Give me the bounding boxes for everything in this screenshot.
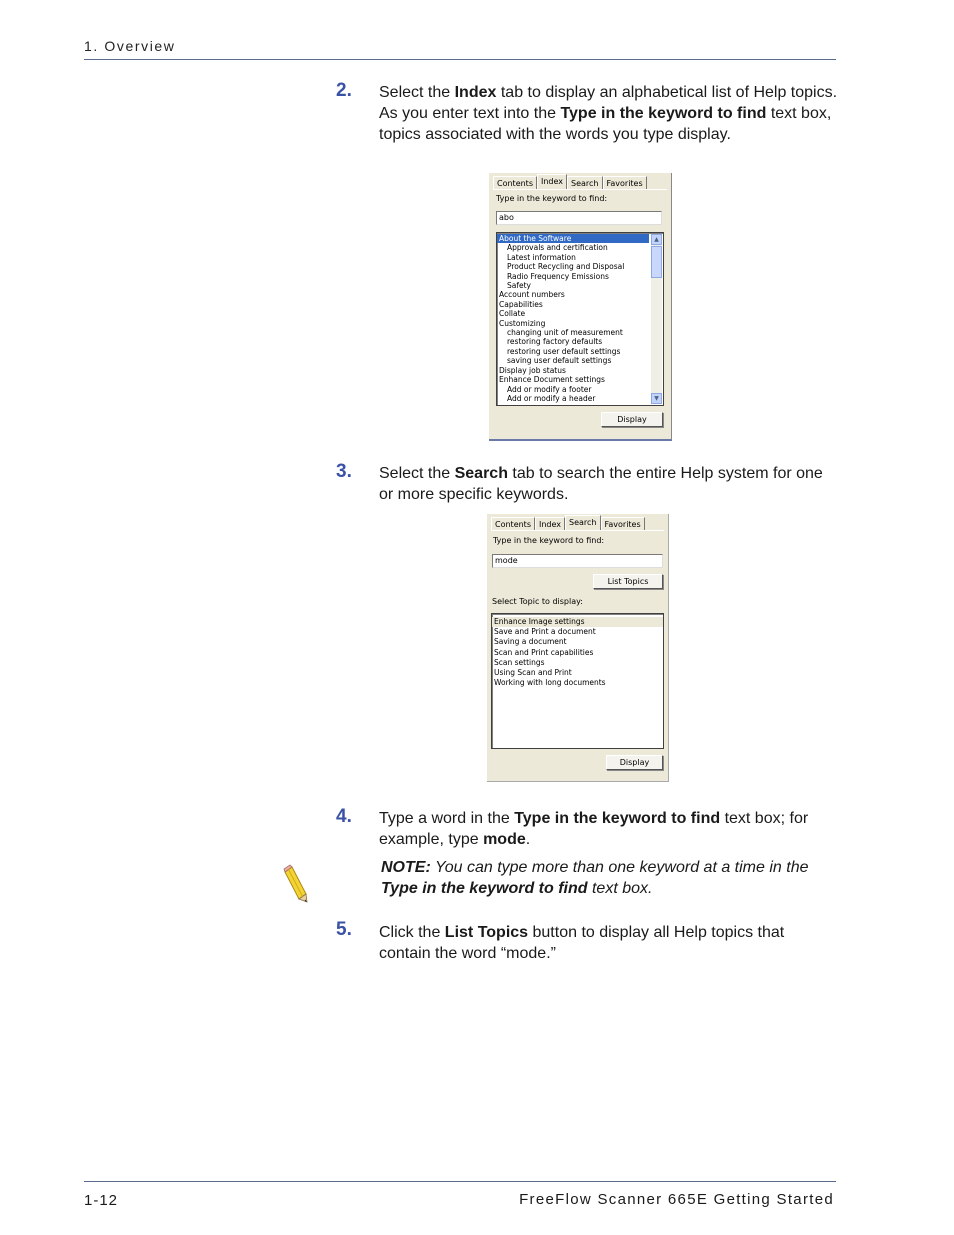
- search-keyword-input[interactable]: mode: [492, 554, 663, 568]
- step-5-number: 5.: [336, 919, 352, 940]
- search-display-button[interactable]: Display: [606, 755, 663, 770]
- index-display-button[interactable]: Display: [601, 412, 663, 427]
- index-list-item[interactable]: Capabilities: [499, 299, 543, 309]
- scroll-thumb[interactable]: [651, 246, 662, 278]
- index-list-item[interactable]: Collate: [499, 309, 526, 319]
- index-list-item[interactable]: Safety: [507, 281, 531, 291]
- index-tab-favorites[interactable]: Favorites: [603, 176, 647, 190]
- search-tab-strip: [491, 517, 645, 531]
- search-tab-screenshot: [487, 514, 669, 782]
- index-list-item[interactable]: saving user default settings: [507, 356, 612, 366]
- footer-rule: [84, 1181, 836, 1182]
- search-list-item[interactable]: Save and Print a document: [494, 627, 596, 637]
- keyword-input[interactable]: abo: [496, 211, 662, 225]
- index-tab-screenshot: [489, 173, 672, 441]
- step-3-number: 3.: [336, 461, 352, 482]
- scroll-up-icon[interactable]: ▲: [651, 234, 662, 245]
- search-tab-contents[interactable]: Contents: [491, 517, 535, 531]
- index-list-item[interactable]: Display job status: [499, 365, 566, 375]
- step-5-text: Click the List Topics button to display all Help topics that contain the word “mode.”: [379, 924, 785, 962]
- index-list-item[interactable]: restoring factory defaults: [507, 337, 603, 347]
- search-list-item[interactable]: Enhance Image settings: [492, 617, 663, 627]
- search-list-item[interactable]: Scan and Print capabilities: [494, 647, 594, 657]
- keyword-prompt: Type in the keyword to find:: [496, 194, 608, 203]
- book-title: FreeFlow Scanner 665E Getting Started: [519, 1191, 834, 1208]
- index-list-item[interactable]: Add or modify a header: [507, 393, 596, 403]
- index-list-item[interactable]: Approvals and certification: [507, 243, 608, 253]
- index-list-item[interactable]: Latest information: [507, 252, 576, 262]
- index-list-item[interactable]: restoring user default settings: [507, 346, 621, 356]
- search-tab-search[interactable]: Search: [565, 515, 600, 531]
- topic-prompt: Select Topic to display:: [492, 597, 583, 606]
- index-list-item[interactable]: Radio Frequency Emissions: [507, 271, 609, 281]
- step-2-text: Select the Index tab to display an alphabetical list of Help topics. As you enter text into the Type in the keyword to find text box, topics associated with the words you type display.: [379, 84, 838, 143]
- index-list-item[interactable]: Customizing: [499, 318, 546, 328]
- pencil-note-icon: [283, 864, 309, 904]
- index-tab-contents[interactable]: Contents: [493, 176, 537, 190]
- index-tab-strip: [493, 176, 647, 190]
- index-list-item[interactable]: Add or modify a footer: [507, 384, 592, 394]
- header-rule: [84, 59, 836, 60]
- index-topic-list[interactable]: [496, 232, 664, 406]
- search-keyword-prompt: Type in the keyword to find:: [493, 536, 605, 545]
- step-2-number: 2.: [336, 80, 352, 101]
- index-list-item[interactable]: Enhance Document settings: [499, 375, 605, 385]
- search-tab-favorites[interactable]: Favorites: [601, 517, 645, 531]
- running-header: 1. Overview: [84, 38, 176, 54]
- step-3-text: Select the Search tab to search the entire Help system for one or more specific keywords.: [379, 465, 823, 503]
- index-list-item[interactable]: changing unit of measurement: [507, 328, 623, 338]
- index-list-item[interactable]: Account numbers: [499, 290, 565, 300]
- note-text: NOTE: You can type more than one keyword at a time in the Type in the keyword to find text box.: [381, 859, 809, 897]
- scroll-down-icon[interactable]: ▼: [651, 393, 662, 404]
- index-list-item[interactable]: About the Software: [497, 234, 649, 243]
- index-tab-search[interactable]: Search: [567, 176, 602, 190]
- index-list-scrollbar[interactable]: [651, 234, 662, 404]
- index-list-item[interactable]: Product Recycling and Disposal: [507, 262, 625, 272]
- search-list-item[interactable]: Scan settings: [494, 657, 545, 667]
- search-list-item[interactable]: Saving a document: [494, 637, 567, 647]
- step-4-number: 4.: [336, 806, 352, 827]
- list-topics-button[interactable]: List Topics: [593, 574, 663, 589]
- index-tab-index[interactable]: Index: [537, 174, 567, 190]
- search-topic-list[interactable]: [491, 613, 664, 749]
- step-4-text: Type a word in the Type in the keyword to find text box; for example, type mode.: [379, 810, 809, 848]
- search-list-item[interactable]: Working with long documents: [494, 678, 606, 688]
- search-list-item[interactable]: Using Scan and Print: [494, 668, 572, 678]
- page-number: 1-12: [84, 1192, 119, 1209]
- search-tab-index[interactable]: Index: [535, 517, 565, 531]
